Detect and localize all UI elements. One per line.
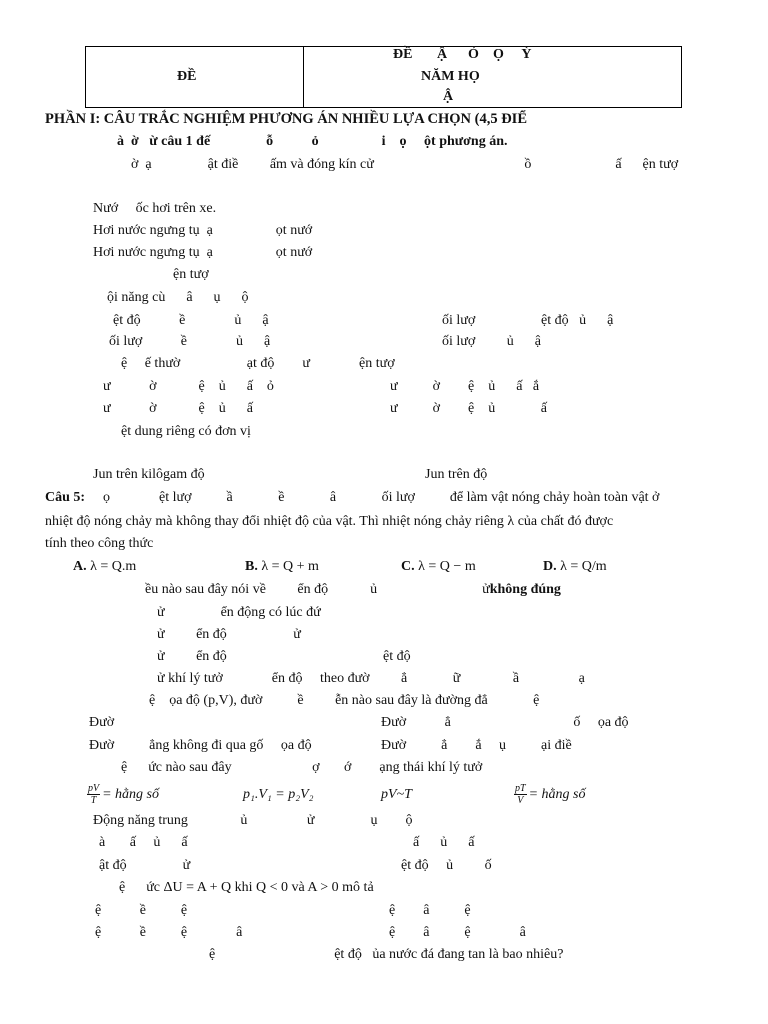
section-title: PHẦN I: CÂU TRẮC NGHIỆM PHƯƠNG ÁN NHIỀU LỰA CHỌN (4,5 ĐIỂ <box>45 111 527 127</box>
option-text: Jun trên kilôgam độ <box>93 467 205 482</box>
option-text: ư ờ ệ ủ ấ ỏ <box>103 379 274 394</box>
instruction: à ờ ừ câu 1 đế ỗ ỏ i ọ ột phương án. <box>117 134 508 149</box>
question-stem: ệt dung riêng có đơn vị <box>121 424 251 439</box>
option-text: ối lượ ề ủ ậ <box>109 334 271 349</box>
option-text: Hơi nước ngưng tụ ạ ọt nướ <box>93 223 313 238</box>
option-text: Hơi nước ngưng tụ ạ ọt nướ <box>93 245 313 260</box>
question-stem: ội năng cù â ụ ộ <box>107 290 249 305</box>
header-left-title: ĐỀ <box>177 69 197 84</box>
question-stem: ều nào sau đây nói về ển độ ủ ửkhông đúng <box>145 582 561 597</box>
question-stem: tính theo công thức <box>45 536 154 551</box>
option-text: ệ â ệ â <box>389 925 526 940</box>
header-divider <box>303 47 304 107</box>
option-text: Đườ ẳ ố ọa độ <box>381 715 629 730</box>
option-d: D. λ = Q/m <box>543 559 607 574</box>
option-text: ệt độ ủ ố <box>401 858 492 873</box>
option-text: Nướ ốc hơi trên xe. <box>93 201 217 216</box>
option-text: ử khí lý tưở ển độ theo đườ ẳ ữ ầ ạ <box>157 671 585 686</box>
option-text: ệ ề ệ â <box>95 925 243 940</box>
formula-c: pV~T <box>381 787 412 802</box>
question-stem: ệ ức ΔU = A + Q khi Q < 0 và A > 0 mô tả <box>119 880 374 895</box>
option-text: ật độ ử <box>99 858 191 873</box>
question-stem: ệ ức nào sau đây ợ ớ ạng thái khí lý tưở <box>121 760 483 775</box>
option-text: ệt độ ề ủ ậ <box>113 313 269 328</box>
header-table <box>85 46 682 108</box>
option-text: ấ ủ ấ <box>413 835 475 850</box>
option-text: Đườ <box>89 715 115 730</box>
option-text: ối lượ ủ ậ <box>442 334 541 349</box>
option-c: C. λ = Q − m <box>401 559 476 574</box>
fraction: $\frac{pV}{T}$ <box>88 783 100 807</box>
option-a: A. λ = Q.m <box>73 559 137 574</box>
option-text: Đườ ẳng không đi qua gố ọa độ <box>89 738 312 753</box>
option-text: ư ờ ệ ủ ấ <box>103 401 253 416</box>
question-stem: ệ ọa độ (p,V), đườ ề ễn nào sau đây là đường đẳ ệ <box>149 693 540 708</box>
question-stem: Động năng trung ủ ử ụ ộ <box>93 813 413 828</box>
option-text: ử ển độ <box>157 649 227 664</box>
formula-b: p₁.V₁ = p₂V₂ <box>243 787 314 802</box>
question-label: Câu 5: <box>45 490 86 505</box>
header-right-line1: ĐỀ Ậ Ỏ Ọ Ỳ <box>393 47 532 62</box>
fraction: $\frac{pT}{V}$ <box>515 783 526 807</box>
option-b: B. λ = Q + m <box>245 559 319 574</box>
option-text: ệ â ệ <box>389 903 471 918</box>
question-stem: ện tượ <box>173 267 209 282</box>
option-text: ư ờ ệ ủ ấ <box>390 401 547 416</box>
formula-d: $\frac{pT}{V}$ = hằng số <box>515 783 586 807</box>
option-text: ư ờ ệ ủ ấ ắ <box>390 379 540 394</box>
question-stem: nhiệt độ nóng chảy mà không thay đổi nhiệt độ của vật. Thì nhiệt nóng chảy riêng λ của chất đó được <box>45 514 614 529</box>
option-text: Đườ ẳ ắ ụ ại điề <box>381 738 572 753</box>
emphasis: không đúng <box>489 582 561 597</box>
question-stem: ệ ệt độ ủa nước đá đang tan là bao nhiêu? <box>209 947 564 962</box>
formula-a: $\frac{pV}{T}$ = hằng số <box>88 783 160 807</box>
header-right-line2: NĂM HỌ <box>421 69 480 84</box>
option-text: Jun trên độ <box>425 467 488 482</box>
option-text: ệ ề ệ <box>95 903 188 918</box>
option-text: à ấ ủ ấ <box>99 835 188 850</box>
option-text: ử ển động có lúc đứ <box>157 605 321 620</box>
question-stem: ệ ế thườ ạt độ ư ện tượ <box>121 356 395 371</box>
option-text: ử ển độ ử <box>157 627 301 642</box>
header-right-line3: Ậ <box>443 89 454 104</box>
option-text: ệt độ ủ ậ <box>541 313 614 328</box>
option-text: ối lượ <box>442 313 476 328</box>
option-text: ệt độ <box>383 649 411 664</box>
question-stem: ọ ệt lượ ầ ề â ối lượ để làm vật nóng chảy hoàn toàn vật ở <box>103 490 660 505</box>
question-stem: ờ ạ ật điề ấm và đóng kín cử ồ ấ ện tượ <box>131 157 679 172</box>
